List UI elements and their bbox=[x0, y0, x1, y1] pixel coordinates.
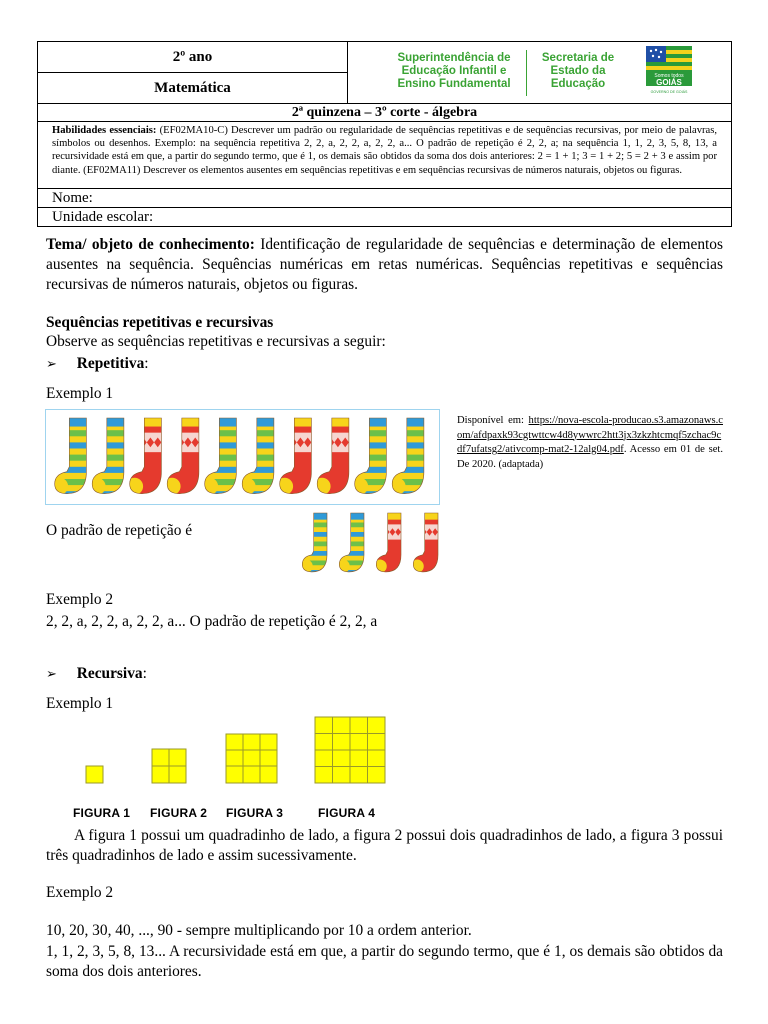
repetitive-example1-label: Exemplo 1 bbox=[46, 385, 114, 402]
repetitive-example2-label: Exemplo 2 bbox=[46, 591, 114, 608]
recursive-line1: 10, 20, 30, 40, ..., 90 - sempre multiplicando por 10 a ordem anterior. bbox=[46, 922, 472, 939]
skills-box bbox=[38, 122, 731, 189]
theme-text: Identificação de regularidade de sequências e determinação de elementos ausentes na sequência. Sequências numéricas em retas numéricas. Sequências repetitivas e sequências recursivas de números naturais, objetos ou figuras. bbox=[46, 236, 723, 293]
grade-cell: 2º ano bbox=[38, 42, 347, 73]
figure-4-squares bbox=[315, 717, 385, 783]
striped-sock-icon bbox=[201, 418, 239, 504]
figure-3-squares bbox=[226, 734, 277, 783]
name-label: Nome: bbox=[52, 190, 93, 206]
striped-sock-icon bbox=[239, 418, 277, 504]
figure-1-label: FIGURA 1 bbox=[73, 806, 131, 820]
snowflake-sock-icon bbox=[314, 418, 352, 504]
logo-divider bbox=[526, 50, 527, 96]
recursive-example1-label: Exemplo 1 bbox=[46, 695, 114, 712]
theme-paragraph bbox=[46, 235, 723, 295]
striped-sock-icon bbox=[51, 418, 89, 504]
worksheet-title: 2ª quinzena – 3º corte - álgebra bbox=[38, 104, 731, 122]
theme-label: Tema/ objeto de conhecimento: bbox=[46, 236, 255, 253]
recursive-heading-line bbox=[46, 664, 147, 684]
org-secretaria-logo: Secretaria de Estado da Educação bbox=[541, 52, 615, 90]
school-field[interactable] bbox=[38, 208, 731, 226]
striped-sock-icon bbox=[336, 513, 365, 576]
bullet-arrow-icon: ➢ bbox=[46, 666, 57, 681]
goias-flag-icon bbox=[640, 46, 698, 100]
recursive-line2: 1, 1, 2, 3, 5, 8, 13... A recursividade está em que, a partir do segundo termo, que é 1, os demais são obtidos da soma dos dois anteriores. bbox=[46, 943, 723, 980]
snowflake-sock-icon bbox=[126, 418, 164, 504]
section-heading: Sequências repetitivas e recursivas bbox=[46, 314, 274, 331]
repetitive-heading-line bbox=[46, 354, 149, 374]
striped-sock-icon bbox=[299, 513, 328, 576]
snowflake-sock-icon bbox=[276, 418, 314, 504]
recursive-description: A figura 1 possui um quadradinho de lado, a figura 2 possui dois quadradinhos de lado, a figura 3 possui três quadradinhos de lado e assim sucessivamente. bbox=[46, 827, 723, 864]
repetitive-heading: Repetitiva bbox=[76, 355, 145, 372]
section-intro: Observe as sequências repetitivas e recursivas a seguir: bbox=[46, 333, 386, 350]
recursive-example2-label: Exemplo 2 bbox=[46, 884, 114, 901]
image-citation bbox=[457, 414, 723, 472]
figure-1-squares bbox=[86, 766, 103, 783]
citation-suffix: . Acesso em 01 de set. De 2020. (adaptada) bbox=[457, 444, 723, 470]
repetitive-colon: : bbox=[144, 355, 149, 372]
citation-prefix: Disponível em: bbox=[457, 415, 529, 426]
socks-pattern-image bbox=[298, 510, 458, 576]
socks-sequence-image bbox=[45, 409, 440, 505]
striped-sock-icon bbox=[89, 418, 127, 504]
subject-cell: Matemática bbox=[154, 79, 231, 96]
striped-sock-icon bbox=[351, 418, 389, 504]
bullet-arrow-icon: ➢ bbox=[46, 356, 57, 371]
figure-2-label: FIGURA 2 bbox=[150, 806, 208, 820]
repetitive-example2-text: 2, 2, a, 2, 2, a, 2, 2, a... O padrão de repetição é 2, 2, a bbox=[46, 613, 378, 630]
square-figures bbox=[80, 712, 400, 787]
header-left-cells bbox=[38, 42, 348, 103]
recursive-colon: : bbox=[142, 665, 147, 682]
header-logos bbox=[348, 42, 731, 103]
snowflake-sock-icon bbox=[410, 513, 439, 576]
pattern-text: O padrão de repetição é bbox=[46, 522, 193, 539]
header-top-row bbox=[38, 42, 731, 104]
name-field[interactable] bbox=[38, 189, 731, 208]
snowflake-sock-icon bbox=[373, 513, 402, 576]
flag-subcaption: GOVERNO DE GOIÁS bbox=[650, 90, 688, 94]
figure-2-squares bbox=[152, 749, 186, 783]
flag-name: GOIÁS bbox=[656, 78, 682, 87]
striped-sock-icon bbox=[389, 418, 427, 504]
figure-3-label: FIGURA 3 bbox=[226, 806, 284, 820]
flag-caption: Somos todos bbox=[654, 73, 684, 79]
figure-4-label: FIGURA 4 bbox=[318, 806, 376, 820]
snowflake-sock-icon bbox=[164, 418, 202, 504]
socks-row bbox=[46, 410, 439, 504]
school-label: Unidade escolar: bbox=[52, 209, 154, 225]
citation-link[interactable]: https://nova-escola-producao.s3.amazonaws.com/afdpaxk93cgtwttcw4d8ywwrc2htt3jx3zkzhtcmqf5zchac9cdf7ufatsg2/ativcomp-mat2-12alg04.pdf bbox=[457, 415, 723, 455]
skills-label: Habilidades essenciais: bbox=[52, 125, 157, 136]
header-table bbox=[37, 41, 732, 227]
recursive-heading: Recursiva bbox=[76, 665, 143, 682]
skills-text: (EF02MA10-C) Descrever um padrão ou regularidade de sequências repetitivas e de sequências recursivas, por meio de palavras, símbolos ou desenhos. Exemplo: na sequência repetitiva 2, 2, a, 2, 2, a, 2, 2, a... O padrão de repetição é 2, 2, a; na sequência 1, 1, 2, 3, 5, 8, 13, a recursividade está em que, a partir do segundo termo, que é 1, os demais são obtidos da soma dos dois anteriores: 2 = 1 + 1; 3 = 1 + 2; 5 = 2 + 3 e assim por diante. (EF02MA11) Descrever os elementos ausentes em sequências repetitivas e em sequências recursivas de números naturais, objetos ou figuras. bbox=[52, 125, 717, 176]
org-superintendencia-logo: Superintendência de Educação Infantil e Ensino Fundamental bbox=[397, 52, 511, 90]
